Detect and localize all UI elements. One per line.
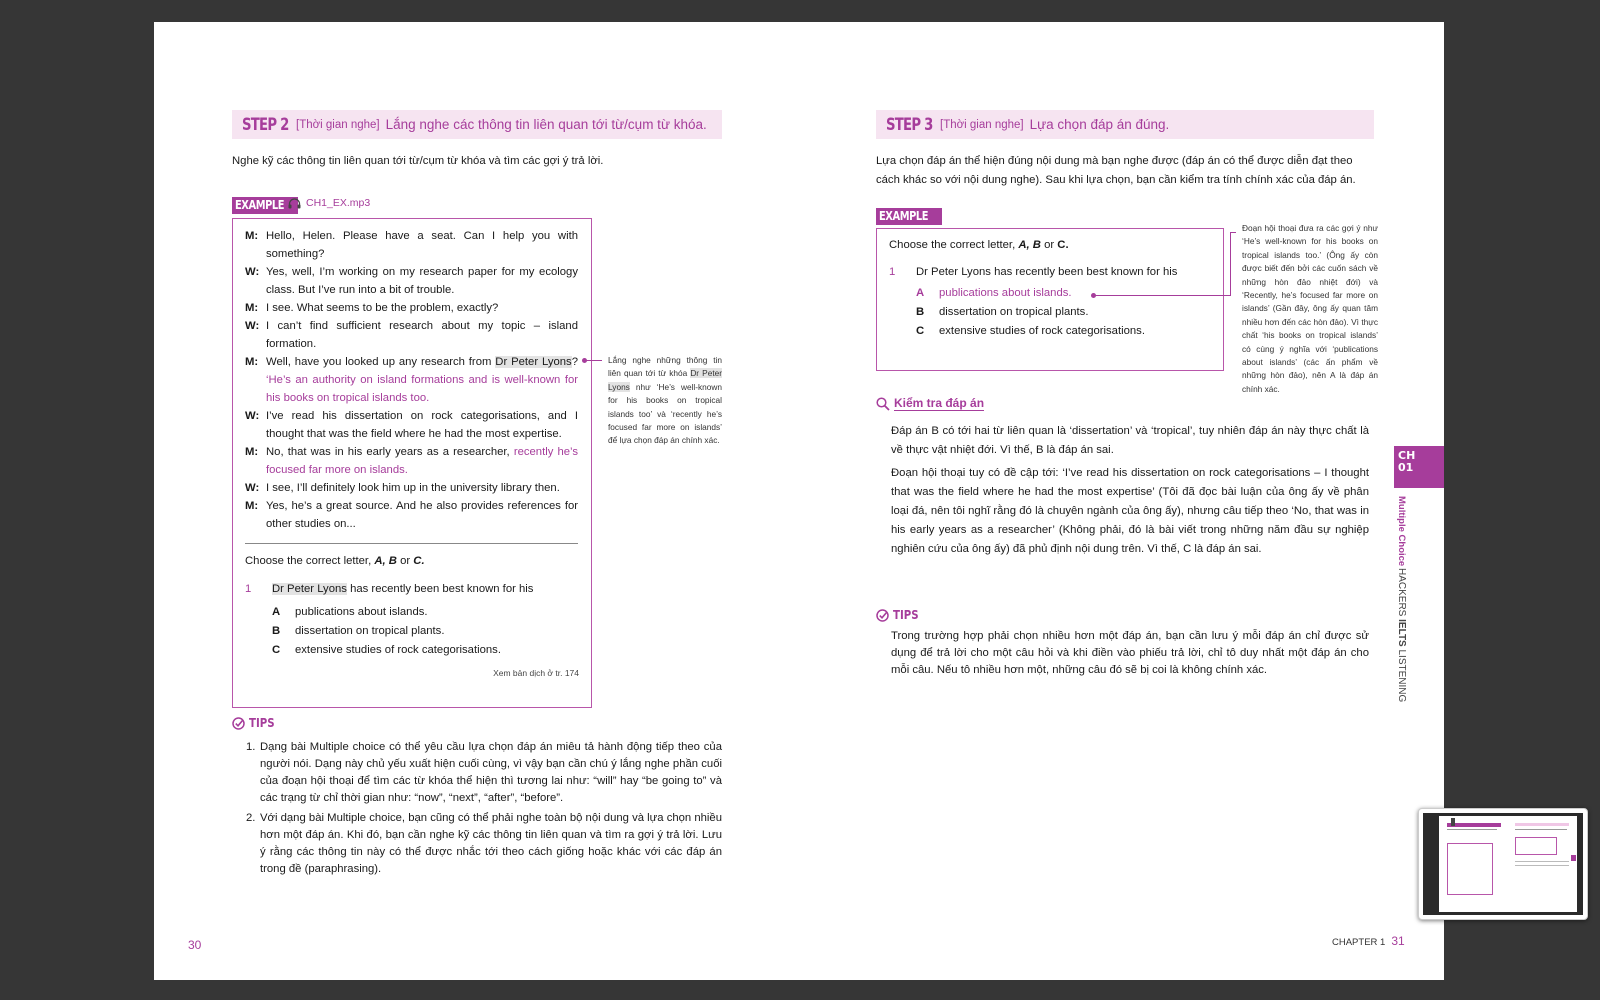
tip-item: 2. Với dạng bài Multiple choice, bạn cũng có thể phải nghe toàn bộ nội dung và lựa chọn nhiều hơn một đáp án. Khi đó, bạn cần nghe kỹ các thông tin liên quan và tìm ra gợi ý trả lời. Lưu ý rằng các thông tin này có thể được nhắc tới theo cách giống hoặc khác với các đáp án trong đề (paraphrasing). [246, 812, 722, 875]
option-c: C extensive studies of rock categorisations. [272, 644, 501, 656]
keyword-highlight: Dr Peter Lyons [272, 583, 347, 595]
dialogue-line: W: I can’t find sufficient research about my topic – island formation. [245, 320, 578, 350]
step3-label: STEP 3 [886, 114, 933, 135]
check-circle-icon [876, 609, 889, 622]
tip-item: 1. Dạng bài Multiple choice có thể yêu cầu lựa chọn đáp án miêu tả hành động tiếp theo của người nói. Dạng này chủ yếu xuất hiện cuối cùng, vì vậy bạn cần chú ý lắng nghe phần cuối của đoạn hội thoại để tìm các từ khóa thể hiện thì tương lai như: “will” hay “be going to” và các trạng từ chỉ thời gian như: “now”, “next”, “after”, “before”. [246, 741, 722, 804]
page-number-left: 30 [188, 938, 202, 952]
option-b: B dissertation on tropical plants. [916, 306, 1089, 318]
step3-title: Lựa chọn đáp án đúng. [1029, 117, 1170, 132]
keyword-highlight: Dr Peter Lyons [495, 356, 572, 368]
dialogue-line: M: I see. What seems to be the problem, exactly? [245, 302, 499, 314]
margin-note-left: Lắng nghe những thông tin liên quan tới từ khóa Dr Peter Lyons như ‘He’s well-known for his books on tropical islands too’ và ‘recently he’s focused far more on islands’ để lựa chọn đáp án chính xác. [608, 355, 722, 446]
tips-heading-left: TIPS [232, 716, 279, 730]
dialogue-line: W: Yes, well, I’m working on my research paper for my ecology class. But I’ve run into a bit of trouble. [245, 266, 578, 296]
step2-label: STEP 2 [242, 114, 289, 135]
note-connector [1094, 295, 1230, 296]
step2-time: [Thời gian nghe] [296, 118, 380, 131]
step2-banner [232, 110, 722, 139]
page-thumbnail[interactable] [1418, 808, 1588, 920]
question-1: 1 Dr Peter Lyons has recently been best known for his [245, 580, 533, 599]
book-spread [154, 22, 1444, 980]
options-list [916, 284, 1145, 341]
clue-text: ‘He’s an authority on island formations and is well-known for his books on tropical islands too. [266, 374, 578, 404]
side-title: Multiple Choice [1396, 496, 1407, 567]
example-box-left [232, 218, 592, 708]
magnifier-icon [876, 397, 890, 411]
question-1: 1 Dr Peter Lyons has recently been best known for his [889, 263, 1177, 282]
dialogue-line: M: Yes, he’s a great source. And he also provides references for other studies on... [245, 500, 578, 530]
choose-instruction: Choose the correct letter, A, B or C. [245, 555, 425, 567]
audio-file[interactable] [288, 197, 370, 209]
check-circle-icon [232, 717, 245, 730]
option-a: A publications about islands. [272, 606, 428, 618]
question-number: 1 [245, 583, 252, 595]
side-brand: HACKERS IELTS LISTENING [1396, 568, 1407, 703]
step2-title: Lắng nghe các thông tin liên quan tới từ/cụm từ khóa. [385, 117, 707, 132]
example-tag-right: EXAMPLE [876, 208, 942, 225]
dialogue [245, 227, 578, 533]
option-b: B dissertation on tropical plants. [272, 625, 445, 637]
dialogue-line: W: I see, I’ll definitely look him up in the university library then. [245, 482, 560, 494]
margin-note-right: Đoạn hội thoại đưa ra các gợi ý như ‘He’s well-known for his books on tropical islands too.’ (Ông ấy còn được biết đến bởi các cuốn sách về những hòn đảo nhiệt đới) và ‘Recently, he’s focused far more on islands’ (Gần đây, ông ấy quan tâm nhiều hơn đến các hòn đảo). Vì thực chất ‘his books on tropical islands’ có cùng ý nghĩa với ‘publications about islands’ (các ấn phẩm về những hòn đảo), nên A là đáp án chính xác. [1242, 223, 1378, 394]
check-answer-text: Đáp án B có tới hai từ liên quan là ‘dissertation’ và ‘tropical’, tuy nhiên đáp án này thực chất là về thực vật nhiệt đới. Vì thế, B là đáp án sai. Đoạn hội thoại tuy có đề cập tới: ‘I’ve read his dissertation on rock categorisations – I thought that was the field where he had the most expertise’ (Tôi đã đọc bài luận của ông ấy về phân loại đá, nên tôi nghĩ rằng đó là chuyên ngành của ông ấy), nhưng câu tiếp theo ‘No, that was in his early years as a researcher’ (Không phải, đó là bài viết trong những năm đầu sự nghiệp nghiên cứu của ông ấy) đã phủ định nội dung trên. Vì thế, C là đáp án sai. [891, 425, 1369, 555]
translation-ref: Xem bản dịch ở tr. 174 [493, 668, 579, 678]
dialogue-line-key: M: Well, have you looked up any research from Dr Peter Lyons? ‘He’s an authority on island formations and is well-known for his books on tropical islands too. [245, 356, 578, 404]
choose-instruction: Choose the correct letter, A, B or C. [889, 239, 1069, 251]
dialogue-line-key: M: No, that was in his early years as a researcher, recently he’s focused far more on islands. [245, 446, 579, 476]
tips-list-left [246, 739, 722, 878]
option-c: C extensive studies of rock categorisations. [916, 325, 1145, 337]
step3-time: [Thời gian nghe] [940, 118, 1024, 131]
example-tag-left: EXAMPLE [232, 197, 298, 214]
audio-filename: CH1_EX.mp3 [306, 197, 371, 209]
headphones-icon [288, 198, 301, 209]
page-footer-right: CHAPTER 1 31 [1332, 934, 1405, 948]
divider [245, 543, 578, 544]
options-list [272, 603, 501, 660]
step3-intro: Lựa chọn đáp án thể hiện đúng nội dung mà bạn nghe được (đáp án có thể được diễn đạt theo cách khác so với nội dung nghe). Sau khi lựa chọn, bạn cần kiểm tra tính chính xác của đáp án. [876, 155, 1356, 186]
chapter-tab[interactable]: CH 01 [1394, 446, 1444, 488]
step3-banner [876, 110, 1374, 139]
tips-text-right: Trong trường hợp phải chọn nhiều hơn một đáp án, bạn cần lưu ý mỗi đáp án chỉ được sử dụng để trả lời cho một câu hỏi và khi điền vào phiếu trả lời, chỉ tô duy nhất một đáp án cho mỗi câu. Nếu tô nhiều hơn một, những câu đó sẽ bị coi là không chính xác. [891, 630, 1369, 676]
dialogue-line: W: I’ve read his dissertation on rock categorisations, and I thought that was the field where he had the most expertise. [245, 410, 578, 440]
step2-intro: Nghe kỹ các thông tin liên quan tới từ/cụm từ khóa và tìm các gợi ý trả lời. [232, 155, 604, 167]
clue-text: recently he’s focused far more on islands. [266, 446, 579, 476]
example-box-right [876, 228, 1224, 371]
option-a-correct: A publications about islands. [916, 287, 1072, 299]
dialogue-line: M: Hello, Helen. Please have a seat. Can I help you with something? [245, 230, 578, 260]
tips-heading-right: TIPS [876, 608, 923, 622]
question-number: 1 [889, 266, 896, 278]
check-answer-heading: Kiểm tra đáp án [876, 396, 984, 411]
